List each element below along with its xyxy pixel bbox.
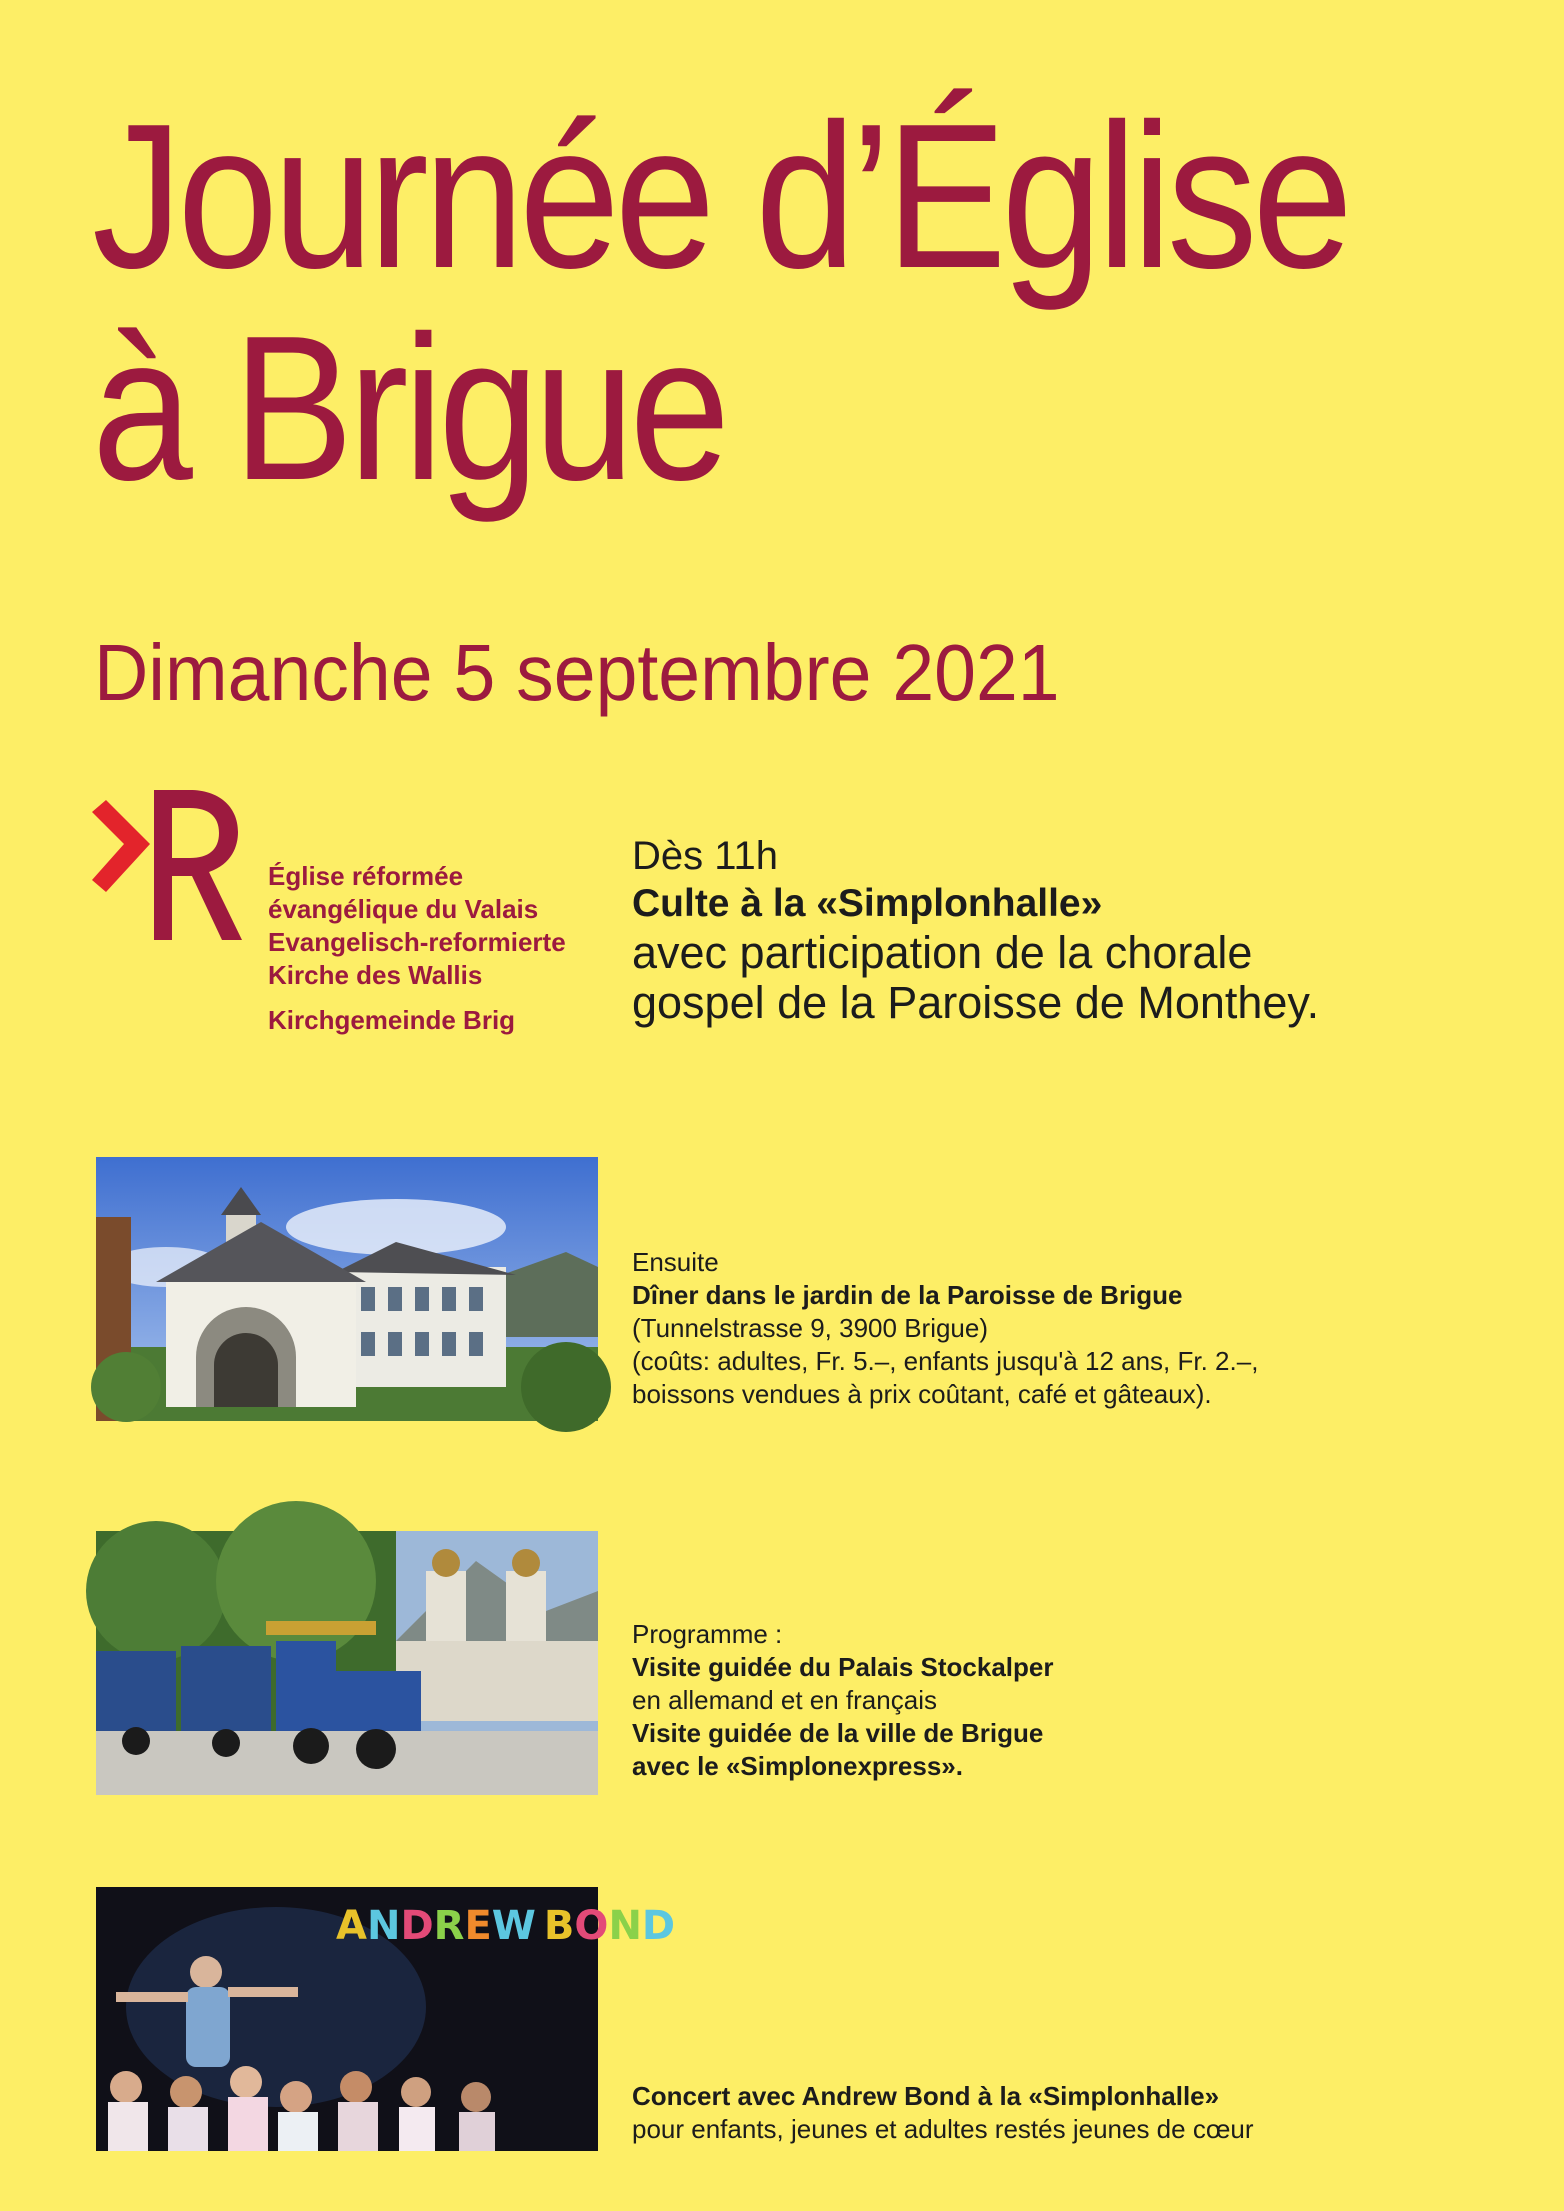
service-heading: Culte à la «Simplonhalle» [632, 882, 1103, 925]
lunch-intro: Ensuite [632, 1247, 719, 1277]
org-line: Église réformée [268, 861, 464, 891]
church-logo [92, 790, 242, 940]
service-description-line: gospel de la Paroisse de Monthey. [632, 977, 1320, 1028]
program-tour-languages: en allemand et en français [632, 1685, 937, 1715]
title-line-1: Journée d’Église [92, 81, 1348, 311]
concert-heading: Concert avec Andrew Bond à la «Simplonhalle» [632, 2081, 1220, 2111]
lunch-address: (Tunnelstrasse 9, 3900 Brigue) [632, 1313, 989, 1343]
organization-name [268, 860, 566, 1037]
church-photo [96, 1157, 598, 1421]
org-line: Evangelisch-reformierte [268, 927, 566, 957]
event-title [92, 81, 1348, 523]
concert-info [632, 2080, 1253, 2146]
program-intro: Programme : [632, 1619, 783, 1649]
parish-name: Kirchgemeinde Brig [268, 1005, 516, 1035]
lunch-info [632, 1246, 1258, 1411]
service-info [632, 832, 1319, 1028]
program-info [632, 1618, 1053, 1783]
event-date: Dimanche 5 septembre 2021 [94, 628, 1060, 717]
lunch-costs-line: boissons vendues à prix coûtant, café et gâteaux). [632, 1379, 1212, 1409]
andrew-bond-banner: ANDREW BOND [336, 1903, 676, 1949]
logo-r-letter [154, 790, 242, 940]
train-photo [96, 1531, 598, 1795]
org-line: Kirche des Wallis [268, 960, 483, 990]
concert-audience: pour enfants, jeunes et adultes restés jeunes de cœur [632, 2114, 1254, 2144]
logo-chevron [92, 800, 150, 892]
program-tour-palace: Visite guidée du Palais Stockalper [632, 1652, 1054, 1682]
org-line: évangélique du Valais [268, 894, 539, 924]
program-tour-town-line: Visite guidée de la ville de Brigue [632, 1718, 1044, 1748]
lunch-heading: Dîner dans le jardin de la Paroisse de Brigue [632, 1280, 1183, 1310]
service-time: Dès 11h [632, 834, 779, 878]
program-tour-town-line: avec le «Simplonexpress». [632, 1751, 963, 1781]
service-description-line: avec participation de la chorale [632, 927, 1253, 978]
lunch-costs-line: (coûts: adultes, Fr. 5.–, enfants jusqu'à 12 ans, Fr. 2.–, [632, 1346, 1259, 1376]
concert-photo [96, 1887, 676, 2151]
title-line-2: à Brigue [92, 293, 725, 523]
